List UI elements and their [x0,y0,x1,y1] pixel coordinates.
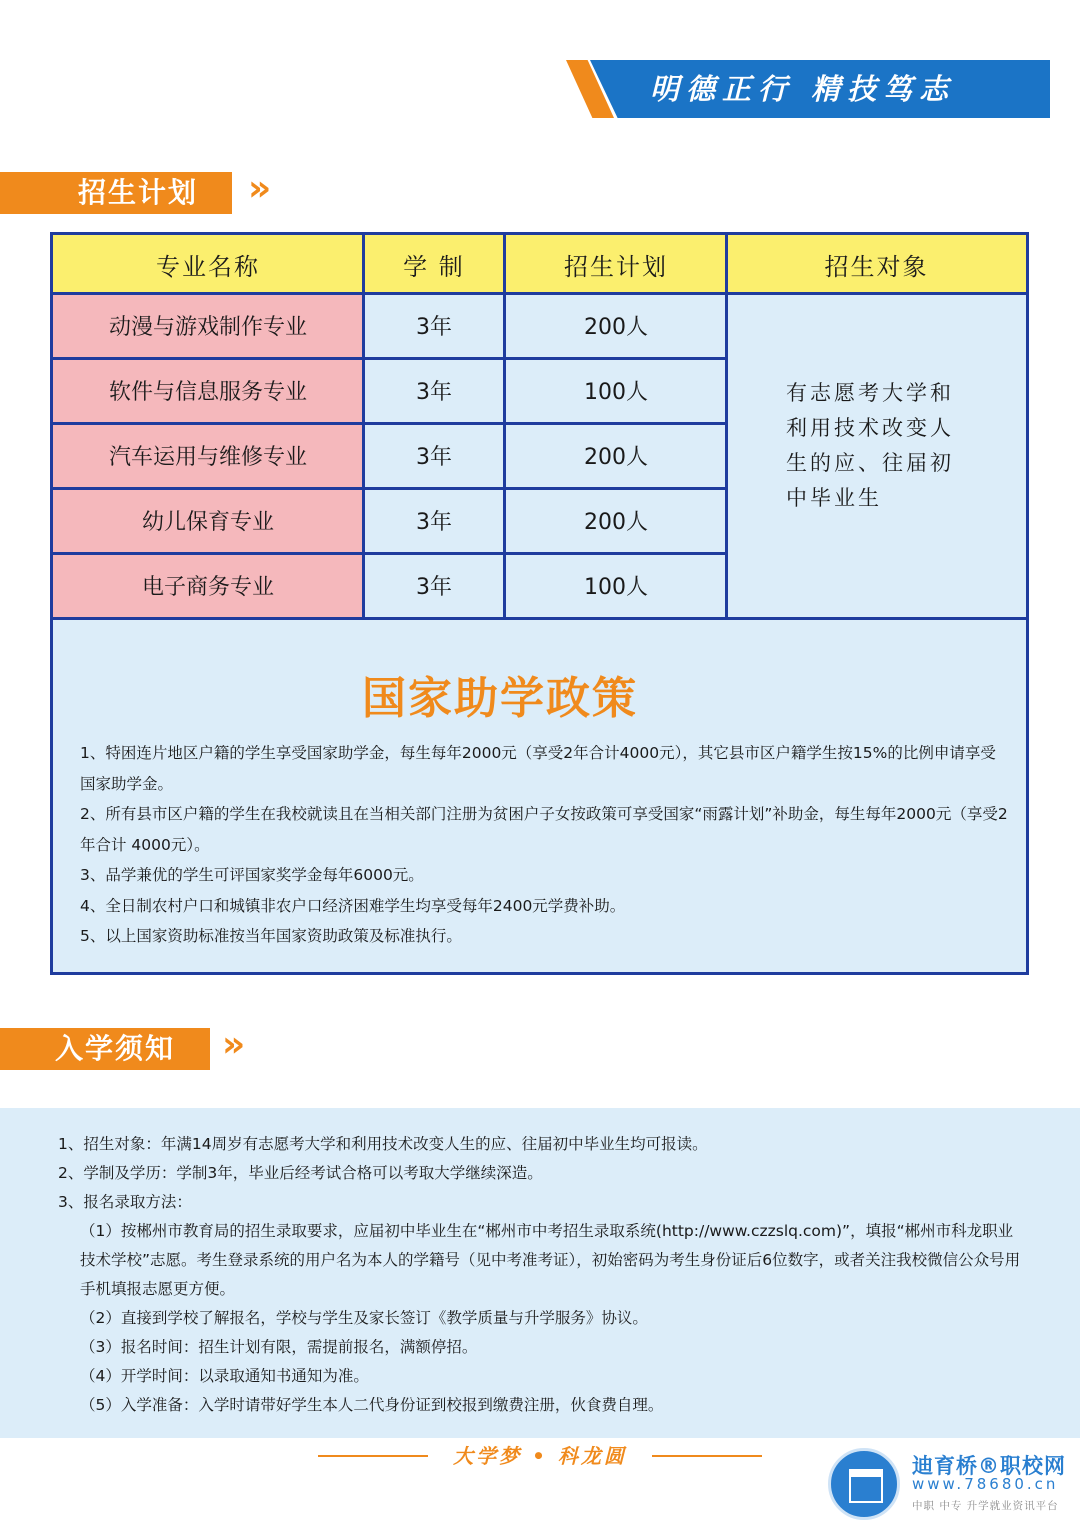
footer-slogan: 大学梦 • 科龙圆 [453,1444,627,1468]
notice-item: （4）开学时间：以录取通知书通知为准。 [80,1367,369,1385]
building-icon [849,1469,883,1503]
section-title-bar [0,172,232,214]
major-cell: 电子商务专业 [53,553,363,618]
notice-item: （1）按郴州市教育局的招生录取要求，应届初中毕业生在“郴州市中考招生录取系统(http://www.czzslq.com)”，填报“郴州市科龙职业技术学校”志愿。考生登录系统的用户名为本人的学籍号（见中考准考证），初始密码为考生身份证后6位数字，或者关注我校微信公众号用手机填报志愿更方便。 [80,1222,1021,1298]
policy-item: 4、全日制农村户口和城镇非农户口经济困难学生均享受每年2400元学费补助。 [80,896,626,915]
footer-divider [652,1455,762,1457]
header-major: 专业名称 [53,235,363,293]
major-cell: 动漫与游戏制作专业 [53,293,363,358]
brand-name: 迪育桥®职校网 [912,1454,1066,1478]
section-title: 入学须知 [55,1032,176,1065]
grid-line [53,617,1026,620]
notice-item: （5）入学准备：入学时请带好学生本人二代身份证到校报到缴费注册，伙食费自理。 [80,1396,664,1414]
notice-item: 2、学制及学历：学制3年，毕业后经考试合格可以考取大学继续深造。 [58,1164,543,1182]
policy-item: 2、所有县市区户籍的学生在我校就读且在当相关部门注册为贫困户子女按政策可享受国家“雨露计划”补助金，每生每年2000元（享受2年合计 4000元）。 [80,805,1008,854]
policy-title: 国家助学政策 [362,673,638,724]
brand-tagline: 中职 中专 升学就业资讯平台 [912,1500,1059,1512]
grid-line [53,357,725,360]
policy-item: 1、特困连片地区户籍的学生享受国家助学金，每生每年2000元（享受2年合计4000元），其它县市区户籍学生按15%的比例申请享受国家助学金。 [80,744,996,793]
motto-text: 明德正行 精技笃志 [650,72,956,106]
chevron-right-icon: » [248,168,258,209]
grid-line [53,487,725,490]
years-cell: 3年 [363,553,505,618]
brand-url: www.78680.cn [912,1475,1059,1493]
notice-item: （3）报名时间：招生计划有限，需提前报名，满额停招。 [80,1338,478,1356]
header-target: 招生对象 [727,235,1026,293]
notice-item: 1、招生对象：年满14周岁有志愿考大学和利用技术改变人生的应、往届初中毕业生均可报读。 [58,1135,708,1153]
header-years: 学 制 [363,235,505,293]
plan-cell: 200人 [505,423,727,488]
section-title-bar [0,1028,210,1070]
footer-divider [318,1455,428,1457]
major-cell: 汽车运用与维修专业 [53,423,363,488]
years-cell: 3年 [363,293,505,358]
school-logo [828,1448,900,1520]
notice-item: （2）直接到学校了解报名，学校与学生及家长签订《教学质量与升学服务》协议。 [80,1309,648,1327]
plan-cell: 100人 [505,553,727,618]
grid-line [53,552,725,555]
policy-list [80,738,1010,952]
major-cell: 软件与信息服务专业 [53,358,363,423]
grid-line [53,422,725,425]
plan-cell: 200人 [505,488,727,553]
policy-item: 3、品学兼优的学生可评国家奖学金每年6000元。 [80,866,424,884]
target-cell: 有志愿考大学和利用技术改变人生的应、往届初中毕业生 [786,381,954,510]
header-plan: 招生计划 [505,235,727,293]
years-cell: 3年 [363,423,505,488]
section-title: 招生计划 [78,176,199,209]
policy-item: 5、以上国家资助标准按当年国家资助政策及标准执行。 [80,927,462,945]
major-cell: 幼儿保育专业 [53,488,363,553]
grid-line [53,292,1026,295]
years-cell: 3年 [363,488,505,553]
notice-item: 3、报名录取方法： [58,1193,192,1211]
plan-cell: 200人 [505,293,727,358]
chevron-right-icon: » [222,1024,232,1065]
notice-list [58,1130,1028,1420]
plan-cell: 100人 [505,358,727,423]
years-cell: 3年 [363,358,505,423]
